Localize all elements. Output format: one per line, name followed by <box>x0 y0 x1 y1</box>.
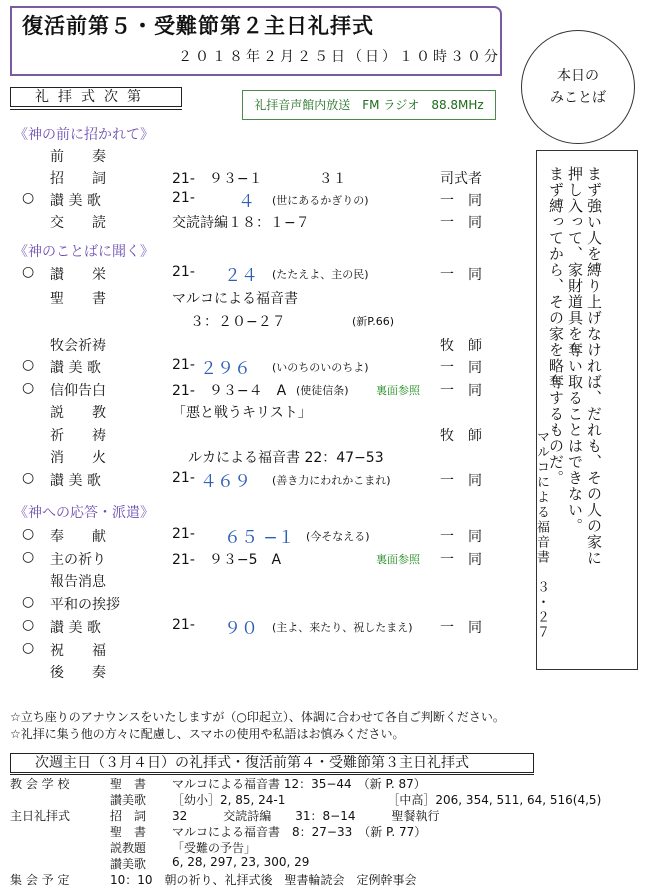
item-detail: 交読詩編１８：１−７ <box>172 215 310 231</box>
item-number: 21- ９３−5 A <box>172 552 282 568</box>
next-label: 主日礼拝式 <box>10 809 71 823</box>
scripture-page: (新P.66) <box>352 315 394 328</box>
item-name: 後 奏 <box>50 665 106 681</box>
next-value: 10：10 朝の祈り、礼拝式後 聖書輪読会 定例幹事会 <box>110 873 417 887</box>
item-name: 説 教 <box>50 405 106 421</box>
stand-mark: ○ <box>22 549 35 565</box>
creed-name: (使徒信条) <box>296 384 349 397</box>
todays-word-circle <box>521 30 635 144</box>
item-name: 奉 献 <box>50 529 106 545</box>
next-key: 説教題 <box>110 841 147 855</box>
item-responder: 牧 師 <box>440 428 482 444</box>
item-name: 讃 美 歌 <box>50 360 101 376</box>
item-name: 交 読 <box>50 215 106 231</box>
item-name: 前 奏 <box>50 149 106 165</box>
back-page-ref: 裏面参照 <box>376 553 420 566</box>
stand-mark: ○ <box>22 357 35 373</box>
next-key: 招 詞 <box>110 809 147 823</box>
section-heading: 《神の前に招かれて》 <box>14 127 154 143</box>
service-date: ２０１８年２月２５日（日）１０時３０分 <box>178 49 501 65</box>
hymn-number: ６５ −１ <box>224 528 295 548</box>
item-responder: 一 同 <box>440 267 482 283</box>
next-key: 讃美歌 <box>110 857 147 871</box>
item-name: 祝 福 <box>50 643 106 659</box>
item-detail: ルカによる福音書 22：47−53 <box>188 450 384 466</box>
item-number: 21- <box>172 190 195 206</box>
hymn-number: ９０ <box>224 619 258 639</box>
next-label: 教 会 学 校 <box>10 777 70 791</box>
scripture: マルコによる福音書 <box>172 291 298 307</box>
hymn-number: ２９６ <box>200 359 251 379</box>
item-name: 聖 書 <box>50 291 106 307</box>
stand-mark: ○ <box>22 640 35 656</box>
item-responder: 一 同 <box>440 383 482 399</box>
next-label: 集 会 予 定 <box>10 873 70 887</box>
item-name: 平和の挨拶 <box>50 597 120 613</box>
next-value: 6, 28, 297, 23, 300, 29 <box>172 855 310 869</box>
radio-broadcast-notice: 礼拝音声館内放送 FM ラジオ 88.8MHz <box>242 90 496 120</box>
verse-line: まず強い人を縛り上げなければ、だれも、その人の家に <box>585 166 603 566</box>
hymn-title: (いのちのいのちよ) <box>272 361 369 374</box>
item-name: 招 詞 <box>50 171 106 187</box>
item-responder: 一 同 <box>440 552 482 568</box>
item-number: 21- ９３−４ A <box>172 383 287 399</box>
next-key: 聖 書 <box>110 777 147 791</box>
todays-word-line2: みことば <box>550 90 606 106</box>
section-heading: 《神のことばに聞く》 <box>14 244 154 260</box>
item-responder: 一 同 <box>440 215 482 231</box>
next-value: ［幼小］2, 85, 24-1 ［中高］206, 354, 511, 64, 516(4,5) <box>172 793 602 807</box>
stand-mark: ○ <box>22 190 35 206</box>
item-name: 主の祈り <box>50 552 106 568</box>
item-name: 讃 栄 <box>50 267 106 283</box>
item-number: 21- <box>172 357 195 373</box>
item-name: 讃 美 歌 <box>50 473 101 489</box>
item-name: 祈 祷 <box>50 428 106 444</box>
back-page-ref: 裏面参照 <box>376 384 420 397</box>
sermon-title: 「悪と戦うキリスト」 <box>172 405 312 421</box>
item-number: 21- <box>172 264 195 280</box>
item-name: 信仰告白 <box>50 383 106 399</box>
notice-line: ☆立ち座りのアナウンスをいたしますが（○印起立）、体調に合わせて各自ご判断ください。 <box>10 710 505 724</box>
hymn-number: ４６９ <box>200 472 251 492</box>
stand-mark: ○ <box>22 594 35 610</box>
hymn-number: ４ <box>238 192 255 212</box>
item-name: 報告消息 <box>50 574 106 590</box>
next-week-heading: 次週主日（３月４日）の礼拝式・復活前第４・受難節第３主日礼拝式 <box>10 753 534 773</box>
item-number: 21- <box>172 526 195 542</box>
item-name: 消 火 <box>50 450 106 466</box>
verse-line: 押し入って、家財道具を奪い取ることはできない。 <box>566 166 584 534</box>
section-heading: 《神への応答・派遣》 <box>14 505 154 521</box>
todays-word-line1: 本日の <box>557 68 599 84</box>
stand-mark: ○ <box>22 526 35 542</box>
scripture-verses: ３：２０−２７ <box>190 314 286 330</box>
item-responder: 一 同 <box>440 473 482 489</box>
item-responder: 牧 師 <box>440 338 482 354</box>
item-responder: 一 同 <box>440 360 482 376</box>
next-value: 「受難の予告」 <box>172 841 257 855</box>
stand-mark: ○ <box>22 617 35 633</box>
stand-mark: ○ <box>22 264 35 280</box>
next-value: マルコによる福音書 8：27−33 （新 P. 77） <box>172 825 427 839</box>
item-responder: 一 同 <box>440 529 482 545</box>
hymn-title: (今そなえる) <box>306 530 370 543</box>
item-responder: 司式者 <box>440 171 482 187</box>
page-title: 復活前第５・受難節第２主日礼拝式 <box>22 14 374 38</box>
hymn-title: (善き力にわれかこまれ) <box>272 474 391 487</box>
heading-underline <box>10 109 182 110</box>
next-value: 32 交読詩編 31：8−14 聖餐執行 <box>172 809 440 823</box>
hymn-title: (たたえよ、主の民) <box>272 268 369 281</box>
hymn-title: (世にあるかぎりの) <box>272 194 369 207</box>
stand-mark: ○ <box>22 380 35 396</box>
item-number: 21- <box>172 617 195 633</box>
next-key: 聖 書 <box>110 825 147 839</box>
order-of-service-heading: 礼拝式次第 <box>10 87 182 107</box>
item-name: 牧会祈祷 <box>50 338 106 354</box>
item-responder: 一 同 <box>440 620 482 636</box>
next-value: マルコによる福音書 12：35−44 （新 P. 87） <box>172 777 426 791</box>
hymn-number: ２４ <box>224 266 258 286</box>
item-name: 讃 美 歌 <box>50 620 101 636</box>
notice-line: ☆礼拝に集う他の方々に配慮し、スマホの使用や私語はお慎みください。 <box>10 727 405 741</box>
verse-source: マルコによる福音書 ３・２７ <box>534 430 549 640</box>
next-key: 讃美歌 <box>110 793 147 807</box>
hymn-title: (主よ、来たり、祝したまえ) <box>272 621 413 634</box>
item-number: 21- <box>172 470 195 486</box>
item-name: 讃 美 歌 <box>50 193 101 209</box>
item-responder: 一 同 <box>440 193 482 209</box>
verse-line: まず縛ってから、その家を略奪するものだ。 <box>547 166 565 486</box>
stand-mark: ○ <box>22 470 35 486</box>
verse-text <box>546 166 603 636</box>
item-number: 21- ９３−１ ３１ <box>172 171 347 187</box>
